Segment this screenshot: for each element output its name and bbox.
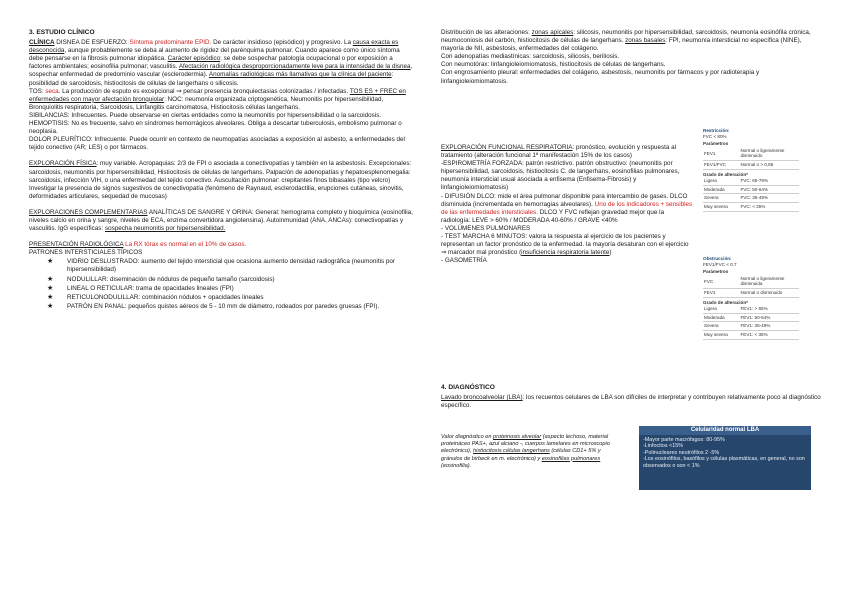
grado-table <box>703 305 799 339</box>
star-icon: ★ <box>47 258 54 266</box>
cell-value: Normal o ligeramente disminuida <box>739 275 799 289</box>
section-4-title: 4. DIAGNÓSTICO <box>441 384 495 391</box>
cell-value: FVC: 65-79% <box>739 177 799 185</box>
left-column <box>29 29 413 312</box>
gasometria-line: - GASOMETRÍA <box>441 257 487 265</box>
cell-value: FEV1: 35-49% <box>739 322 799 331</box>
complementarias-text: ANALÍTICAS DE SANGRE Y ORINA: General: hemograma completo y bioquímica (eosinofilia, niveles calcio en orina y sangre, niveles de ECA, enzima convertidora angiotensina). Autoinmunidad (ANA, ANCAs): conectivopatías y vasculitis. IgG específicas: <box>29 208 413 233</box>
cell-value: FVC: 35-49% <box>739 194 799 203</box>
params-header: Parámetros <box>703 269 729 275</box>
lba-line: -Linfocitos <15% <box>643 443 684 450</box>
right-middle-block <box>441 144 693 265</box>
table-row <box>703 177 799 185</box>
rx-normal-note: La RX tórax es normal en el 10% de casos. <box>123 241 247 249</box>
patron-name: RETICULONODULILLAR <box>67 293 139 301</box>
star-icon: ★ <box>47 293 54 301</box>
insuficiencia-latente: insuficiencia respiratoria latente <box>521 249 610 257</box>
list-item <box>29 285 413 293</box>
cell-key: Ligera <box>703 177 739 185</box>
list-item <box>29 294 413 302</box>
cell-key: Moderada <box>703 313 739 322</box>
cell-key: FEV1 <box>703 288 739 297</box>
tos-text-2: : NOC: neumonía organizada criptogenética, Neumonitis por hipersensibilidad, Bronquiolitis respiratoria, Sarcoidosis, Linfangitis carcinomatosa, Histiocitosis células langerhans. <box>29 95 384 111</box>
table-title: Obstrucción: <box>703 256 732 261</box>
cell-key: FVC <box>703 275 739 289</box>
table-row <box>703 202 799 211</box>
table-row <box>703 160 799 169</box>
cell-key: Muy severa <box>703 330 739 339</box>
clinica-text-5: : posibilidad de sarcoidosis, histiocitosis de células de langerhans o silicosis. <box>29 71 394 87</box>
causa-desconocida: causa exacta es desconocida <box>29 39 399 55</box>
cell-key: FEV1 <box>703 147 739 161</box>
table-row <box>703 185 799 194</box>
valor-paragraph <box>441 434 617 470</box>
star-icon: ★ <box>47 302 54 310</box>
patron-desc: : pequeños quistes aéreos de 5 - 10 mm de diámetro, rodeados por paredes gruesas (FPI). <box>124 302 380 310</box>
adenopatias-line: Con adenopatías mediastínicas: sarcoidosis, silicosis, beriliosis. <box>441 53 620 61</box>
difusion-text-2: DLCO Y FVC reflejan gravedad mejor que la radiología: LEVE > 60% / MODERADA 40-60% / GRAVE <40% <box>441 208 665 224</box>
cell-value: Normal o > 0,85 <box>739 160 799 169</box>
dolor-paragraph: DOLOR PLEURÍTICO: Infrecuente. Puede ocurrir en contexto de neumopatías asociadas a exposición al asbesto, a enfermedades del tejido conectivo (AR; LES) o por fármacos. <box>29 136 405 152</box>
table-row <box>703 147 799 161</box>
engrosamiento-line: Con engrosamiento pleural: enfermedades del colágeno, asbestosis, neumonitis por fármacos y por radioterapia y linfangioleiomiomatosis. <box>441 69 760 85</box>
clinica-text-3: : se debe sospechar patología ocupacional o por exposición a factores ambientales; eosinofilia pulmonar; vasculitis. <box>29 55 393 71</box>
patron-desc: : aumento del tejido intersticial que ocasiona aumento densidad radiográfica (neumonitis por hipersensibilidad) <box>67 258 395 274</box>
tos-label: TOS: <box>29 87 46 95</box>
anomalias-radiologicas: Anomalías radiológicas más llamativas que la clínica del paciente <box>208 71 392 79</box>
sibilancias-paragraph: SIBILANCIAS: Infrecuentes. Puede observarse en ciertas entidades como la neumonitis por hipersensibilidad o la sarcoidosis. <box>29 111 382 119</box>
marcha-text-1: - TEST MARCHA 6 MINUTOS: valora la respuesta al ejercicio de los pacientes y representan un factor pronóstico de la enfermedad. la mayoría desaturan con el ejercicio ⇒ marcador mal pronóstico ( <box>441 233 689 257</box>
cell-key: Moderada <box>703 185 739 194</box>
grado-header: Grado de alteración* <box>703 171 748 177</box>
patron-name: VIDRIO DESLUSTRADO <box>67 258 138 266</box>
list-item <box>29 276 413 284</box>
exploracion-fisica-text: : muy variable. Acropaquias: 2/3 de FPI o asociada a conectivopatías y también en la asbestosis. Excepcionales: sarcoidosis, neumonitis por hipersensibilidad, Histiocitosis de células de langerhans. Palpación de adenopatías y hepatoesplenomegalia: sarcoidosis, infección VIH, o una enfermedad del tejido conectivo. Auscultación pulmonar: crepitantes finos bibasales (tipo velcro) Investigar la presencia de signos sugestivos de conectivopatía (fenómeno de Raynaud, esclerodactilia, erupciones cutáneas, sinovitis, deformidades articulares, sequedad de mucosas) <box>29 160 412 200</box>
distribucion-paragraph <box>441 29 821 53</box>
params-table <box>703 147 799 170</box>
grado-header: Grado de alteración* <box>703 299 748 305</box>
presentacion-label: PRESENTACIÓN RADIOLÓGICA <box>29 241 124 249</box>
difusion-indicador: Uno de los indicadores + sensibles de las enfermedades intersticiales. <box>441 200 693 216</box>
table-row <box>703 313 799 322</box>
hemoptisis-paragraph: HEMOPTISIS: No es frecuente, salvo en síndromes hemorrágicos alveolares. Obliga a descartar tuberculosis, embolismo pulmonar o neoplasia. <box>29 120 402 136</box>
grado-table <box>703 177 799 211</box>
funcional-paragraph <box>441 144 693 160</box>
funcional-text: : pronóstico, evolución y respuesta al tratamiento (alteración funcional 1ª manifestación 15% de los casos) <box>441 144 677 160</box>
complementarias-label: EXPLORACIONES COMPLEMENTARIAS <box>29 208 148 216</box>
proteinosis-alveolar: proteinosis alveolar <box>493 434 542 440</box>
table-title: Restricción: <box>703 128 730 133</box>
zonas-basales: zonas basales <box>625 37 666 45</box>
dist-text-3: : FPI, neumonía intersticial no específica (NINE), mayoría de NII, asbestosis, enfermedades del colágeno. <box>441 37 802 53</box>
tos-text-1: . La producción de esputo es excepcional ⇒ pensar presencia bronquiectasias colonizadas / infectadas. <box>58 87 350 95</box>
clinica-label: CLÍNICA <box>29 39 55 47</box>
valor-diagnostico <box>441 434 617 470</box>
lba-line: -Polinucleares neutrófilos 2 -5% <box>643 449 720 456</box>
patron-desc: : diseminación de nódulos de pequeño tamaño (sarcoidosis) <box>106 275 275 283</box>
star-icon: ★ <box>47 275 54 283</box>
params-table <box>703 275 799 298</box>
neumotorax-line: Con neumotórax: linfangioleiomiomatosis, histiocitosis de células de langerhans. <box>441 61 666 69</box>
funcional-label: EXPLORACIÓN FUNCIONAL RESPIRATORIA <box>441 144 573 151</box>
right-top-block <box>441 29 821 86</box>
list-item <box>29 303 413 311</box>
lba-paragraph <box>441 394 821 410</box>
tos-seca: seca <box>45 87 59 95</box>
histiocitosis: histiocitosis células langerhans <box>473 448 550 455</box>
table-row <box>703 194 799 203</box>
lba-box-title: Celularidad normal LBA <box>639 426 811 435</box>
lba-text: : los recuentos celulares de LBA son difíciles de interpretar y contribuyen relativamente poco al diagnóstico específico. <box>441 394 821 410</box>
table-row <box>703 330 799 339</box>
lba-line: -Mayor parte macrófagos: 80-95% <box>643 436 725 443</box>
valor-text-4: (eosinofilia). <box>441 462 472 469</box>
cell-key: FEV1/FVC <box>703 160 739 169</box>
table-row <box>703 275 799 289</box>
patron-name: PATRÓN EN PANAL <box>67 302 125 310</box>
cell-key: Severa <box>703 194 739 203</box>
afectacion-radiologica: Afectación radiológica desproporcionadamente leve para la intensidad de la disnea <box>178 63 411 71</box>
valor-text-3: (células CD1+ 5% y gránulos de birbeck en m. electrónico) y <box>441 448 601 462</box>
disnea-text: DISNEA DE ESFUERZO: <box>54 39 130 47</box>
restriccion-table <box>703 128 799 212</box>
list-item <box>29 258 413 274</box>
table-row <box>703 288 799 297</box>
cell-key: Muy severa <box>703 202 739 211</box>
espirometria-paragraph: -ESPIROMETRÍA FORZADA: patrón restrictivo. patrón obstructivo: (neumonitis por hipersensibilidad, sarcoidosis, histiocitosis C. de langerhans, eosinofilias pulmonares, neumonía intersticial usual asociada a enfisema (Enfisema-Fibrosis) y linfangioleiomiomatosis) <box>441 160 680 192</box>
marcha-text-2: ) <box>609 249 612 257</box>
difusion-paragraph <box>441 193 693 225</box>
patron-name: LINEAL O RETICULAR <box>67 284 133 292</box>
table-note: FVC < 80% <box>703 133 727 139</box>
patrones-title: PATRONES INTERSTICIALES TÍPICOS <box>29 249 143 257</box>
celularidad-lba-box <box>639 426 811 490</box>
sospecha-neumonitis: sospecha neumonitis por hipersensibilidad. <box>104 225 226 233</box>
marcha-paragraph <box>441 233 693 257</box>
cell-value: FEV1: > 65% <box>739 305 799 313</box>
caracter-episodico: Carácter episódico <box>167 55 221 63</box>
diagnostico-block <box>441 384 821 410</box>
star-icon: ★ <box>47 284 54 292</box>
cell-value: FVC: < 35% <box>739 202 799 211</box>
obstruccion-table <box>703 256 799 340</box>
zonas-apicales: zonas apicales <box>531 29 574 36</box>
valor-text-1: Valor diagnóstico en <box>441 434 494 440</box>
table-note: FEV1/FVC < 0.7 <box>703 261 737 267</box>
lba-line: -Los eosinófilos, basófilos y células plasmáticas, en general, no son observados o son < 1% <box>643 456 805 469</box>
params-header: Parámetros <box>703 141 729 147</box>
complementarias-paragraph <box>29 209 413 233</box>
cell-value: FVC: 50-64% <box>739 185 799 194</box>
patron-name: NODULILLAR <box>67 275 107 283</box>
cell-key: Severa <box>703 322 739 331</box>
exploracion-fisica-label: EXPLORACIÓN FÍSICA <box>29 160 97 168</box>
section-3-title: 3. ESTUDIO CLÍNICO <box>29 29 95 36</box>
dist-text-2: : silicosis, neumonitis por hipersensibilidad, sarcoidosis, neumonía eosinófila crónica, neumoconiosis del carbón, histiocitosis de células de langerhans. <box>441 29 811 45</box>
sintoma-predominante: Síntoma predominante EPID. <box>129 39 212 47</box>
volumenes-line: - VOLÚMENES PULMONARES <box>441 224 531 232</box>
tos-frecuente: TOS ES + FREC en enfermedades con mayor afectación bronquiolar <box>29 87 406 103</box>
dist-text-1: Distribución de las alteraciones: <box>441 29 532 36</box>
cell-value: Normal o ligeramente disminuido <box>739 147 799 161</box>
clinica-text-4: , sospechar enfermedad de predominio vascular (esclerodermia). <box>29 63 413 79</box>
lba-label: Lavado broncoalveolar (LBA) <box>441 394 523 402</box>
clinica-paragraph <box>29 39 413 88</box>
valor-text-2: (aspecto lechoso, material proteináceo PAS+, azul alciano -, cuerpos lamelares en microscopio electrónico), <box>441 434 610 455</box>
exploracion-fisica-paragraph <box>29 160 413 200</box>
cell-value: FEV1: < 35% <box>739 330 799 339</box>
lba-box-content <box>639 435 811 472</box>
patron-desc: : combinación nódulos + opacidades lineales <box>138 293 264 301</box>
cell-key: Ligera <box>703 305 739 313</box>
table-row <box>703 322 799 331</box>
clinica-text-2: , aunque probablemente se deba al aumento de rigidez del parénquima pulmonar. Cuando aparece como único síntoma debe pensarse en la fibrosis pulmonar idiopática. <box>29 47 400 63</box>
cell-value: FEV1: 50-64% <box>739 313 799 322</box>
tos-paragraph <box>29 88 413 112</box>
clinica-text-1: De carácter insidioso (episódico) y progresivo. La <box>211 39 353 47</box>
cell-value: Normal o disminuido <box>739 288 799 297</box>
patrones-list <box>29 258 413 311</box>
eosinofilias: eosinofilias pulmonares <box>541 455 601 462</box>
patron-desc: : trama de opacidades lineales (FPI) <box>132 284 234 292</box>
difusion-text-1: - DIFUSIÓN DLCO: mide el área pulmonar disponible para intercambio de gases. DLCO disminuida (incrementada en hemorragias alveolares). <box>441 192 688 208</box>
table-row <box>703 305 799 313</box>
